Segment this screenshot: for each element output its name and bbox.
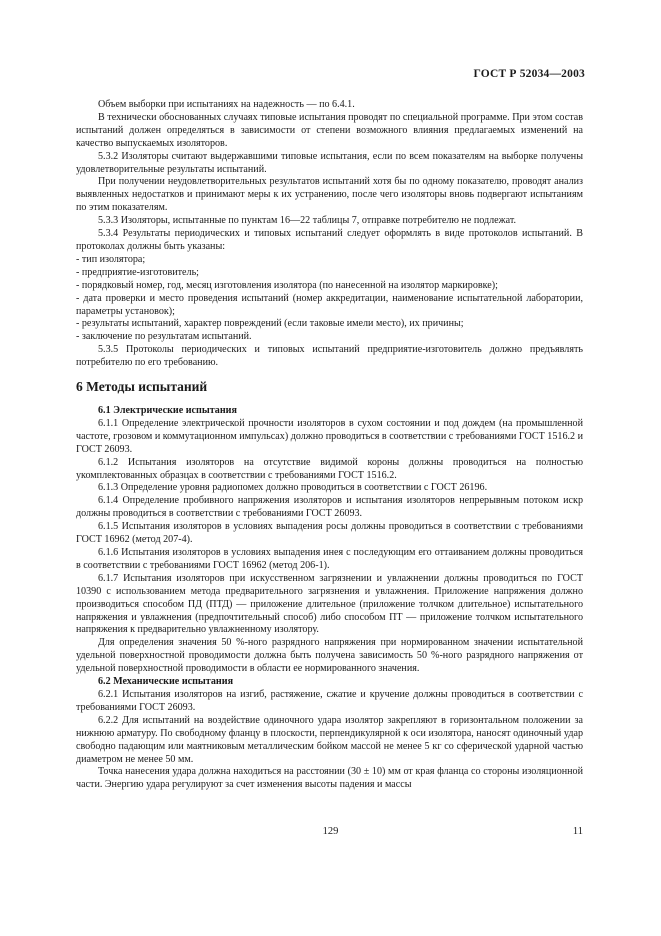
paragraph: 6.1.6 Испытания изоляторов в условиях выпадения инея с последующим его оттаиванием должны проводиться в соответствии с требованиями ГОСТ 16962 (метод 206-1). xyxy=(76,547,583,571)
list-item: - тип изолятора; xyxy=(76,253,146,265)
paragraph: 6.2.1 Испытания изоляторов на изгиб, растяжение, сжатие и кручение должны проводиться в соответствии с требованиями ГОСТ 26093. xyxy=(76,688,583,713)
subsection-heading: 6.2 Механические испытания xyxy=(98,676,234,688)
paragraph: Для определения значения 50 %-ного разрядного напряжения при нормированном значении испытательной удельной поверхностной проводимости должна быть получена зависимость 50 %-ного разрядного напряжения от удельной поверхностной проводимости в области ее нормированного значения. xyxy=(76,637,583,675)
paragraph: 5.3.3 Изоляторы, испытанные по пунктам 16—22 таблицы 7, отправке потребителю не подлежат. xyxy=(98,215,517,227)
paragraph: Объем выборки при испытаниях на надежность — по 6.4.1. xyxy=(98,99,355,110)
section-heading: 6 Методы испытаний xyxy=(76,379,208,395)
paragraph: 6.1.4 Определение пробивного напряжения изоляторов и испытания изоляторов непрерывным потоком искр должны проводиться в соответствии с требованиями ГОСТ 26093. xyxy=(76,495,583,520)
paragraph: 5.3.5 Протоколы периодических и типовых испытаний предприятие-изготовитель должно предъявлять потребителю по его требованию. xyxy=(76,344,583,369)
list-item: - результаты испытаний, характер повреждений (если таковые имели место), их причины; xyxy=(76,318,464,330)
paragraph: 6.2.2 Для испытаний на воздействие одиночного удара изолятор закрепляют в горизонтальном положении за нижнюю арматуру. По свободному фланцу в плоскости, перпендикулярной к оси изолятора, наносят одиночный удар свободно падающим или маятниковым металлическим бойком массой не менее 5 кг со сферической ударной частью диаметром не менее 50 мм. xyxy=(76,714,583,765)
paragraph: При получении неудовлетворительных результатов испытаний хотя бы по одному показателю, проводят анализ выявленных недостатков и принимают меры к их устранению, после чего изоляторы вновь подвергают испытаниям по этим показателям. xyxy=(76,176,583,214)
paragraph: В технически обоснованных случаях типовые испытания проводят по специальной программе. При этом состав испытаний должен определяться в зависимости от степени возможного влияния предлагаемых изменений на качество выпускаемых изоляторов. xyxy=(76,111,583,149)
paragraph: 5.3.2 Изоляторы считают выдержавшими типовые испытания, если по всем показателям на выборке получены удовлетворительные результаты испытаний. xyxy=(76,150,583,175)
document-header: ГОСТ Р 52034—2003 xyxy=(473,68,585,80)
subsection-heading: 6.1 Электрические испытания xyxy=(98,405,237,417)
list-item: - предприятие-изготовитель; xyxy=(76,266,199,278)
paragraph: 6.1.1 Определение электрической прочности изоляторов в сухом состоянии и под дождем (на промышленной частоте, грозовом и коммутационном импульсах) должно проводиться в соответствии с требованиями ГОСТ 1516.2 и ГОСТ 26093. xyxy=(76,417,583,455)
page-content xyxy=(76,99,583,792)
list-item: - дата проверки и место проведения испытаний (номер аккредитации, наименование испытательной лаборатории, параметры установок); xyxy=(76,292,583,317)
paragraph: 6.1.5 Испытания изоляторов в условиях выпадения росы должны проводиться в соответствии с требованиями ГОСТ 16962 (метод 207-4). xyxy=(76,521,583,546)
paragraph: Точка нанесения удара должна находиться на расстоянии (30 ± 10) мм от края фланца со стороны изоляционной части. Энергию удара регулируют за счет изменения высоты падения и массы xyxy=(76,766,583,791)
paragraph: 6.1.3 Определение уровня радиопомех должно проводиться в соответствии с ГОСТ 26196. xyxy=(98,482,488,494)
list-item: - порядковый номер, год, месяц изготовления изолятора (по нанесенной на изолятор маркировке); xyxy=(76,279,498,291)
paragraph: 5.3.4 Результаты периодических и типовых испытаний следует оформлять в виде протоколов испытаний. В протоколах должны быть указаны: xyxy=(76,228,583,252)
paragraph: 6.1.2 Испытания изоляторов на отсутствие видимой короны должны проводиться на полностью укомплектованных образцах в соответствии с требованиями ГОСТ 1516.2. xyxy=(76,456,583,481)
sheet-number: 11 xyxy=(572,826,583,837)
paragraph: 6.1.7 Испытания изоляторов при искусственном загрязнении и увлажнении должны проводиться по ГОСТ 10390 с использованием метода предварительного загрязнения и увлажнения. Приложение напряжения должно производиться способом ПД (ПТД) — приложение длительное (приложение толчком длительное) испытательного напряжения и увлажнения (предпочтительный способ) либо способом ПТ — приложение толчком испытательного напряжения к предварительно увлажненному изолятору. xyxy=(76,572,583,636)
list-item: - заключение по результатам испытаний. xyxy=(76,331,252,343)
page-number: 129 xyxy=(322,826,339,837)
